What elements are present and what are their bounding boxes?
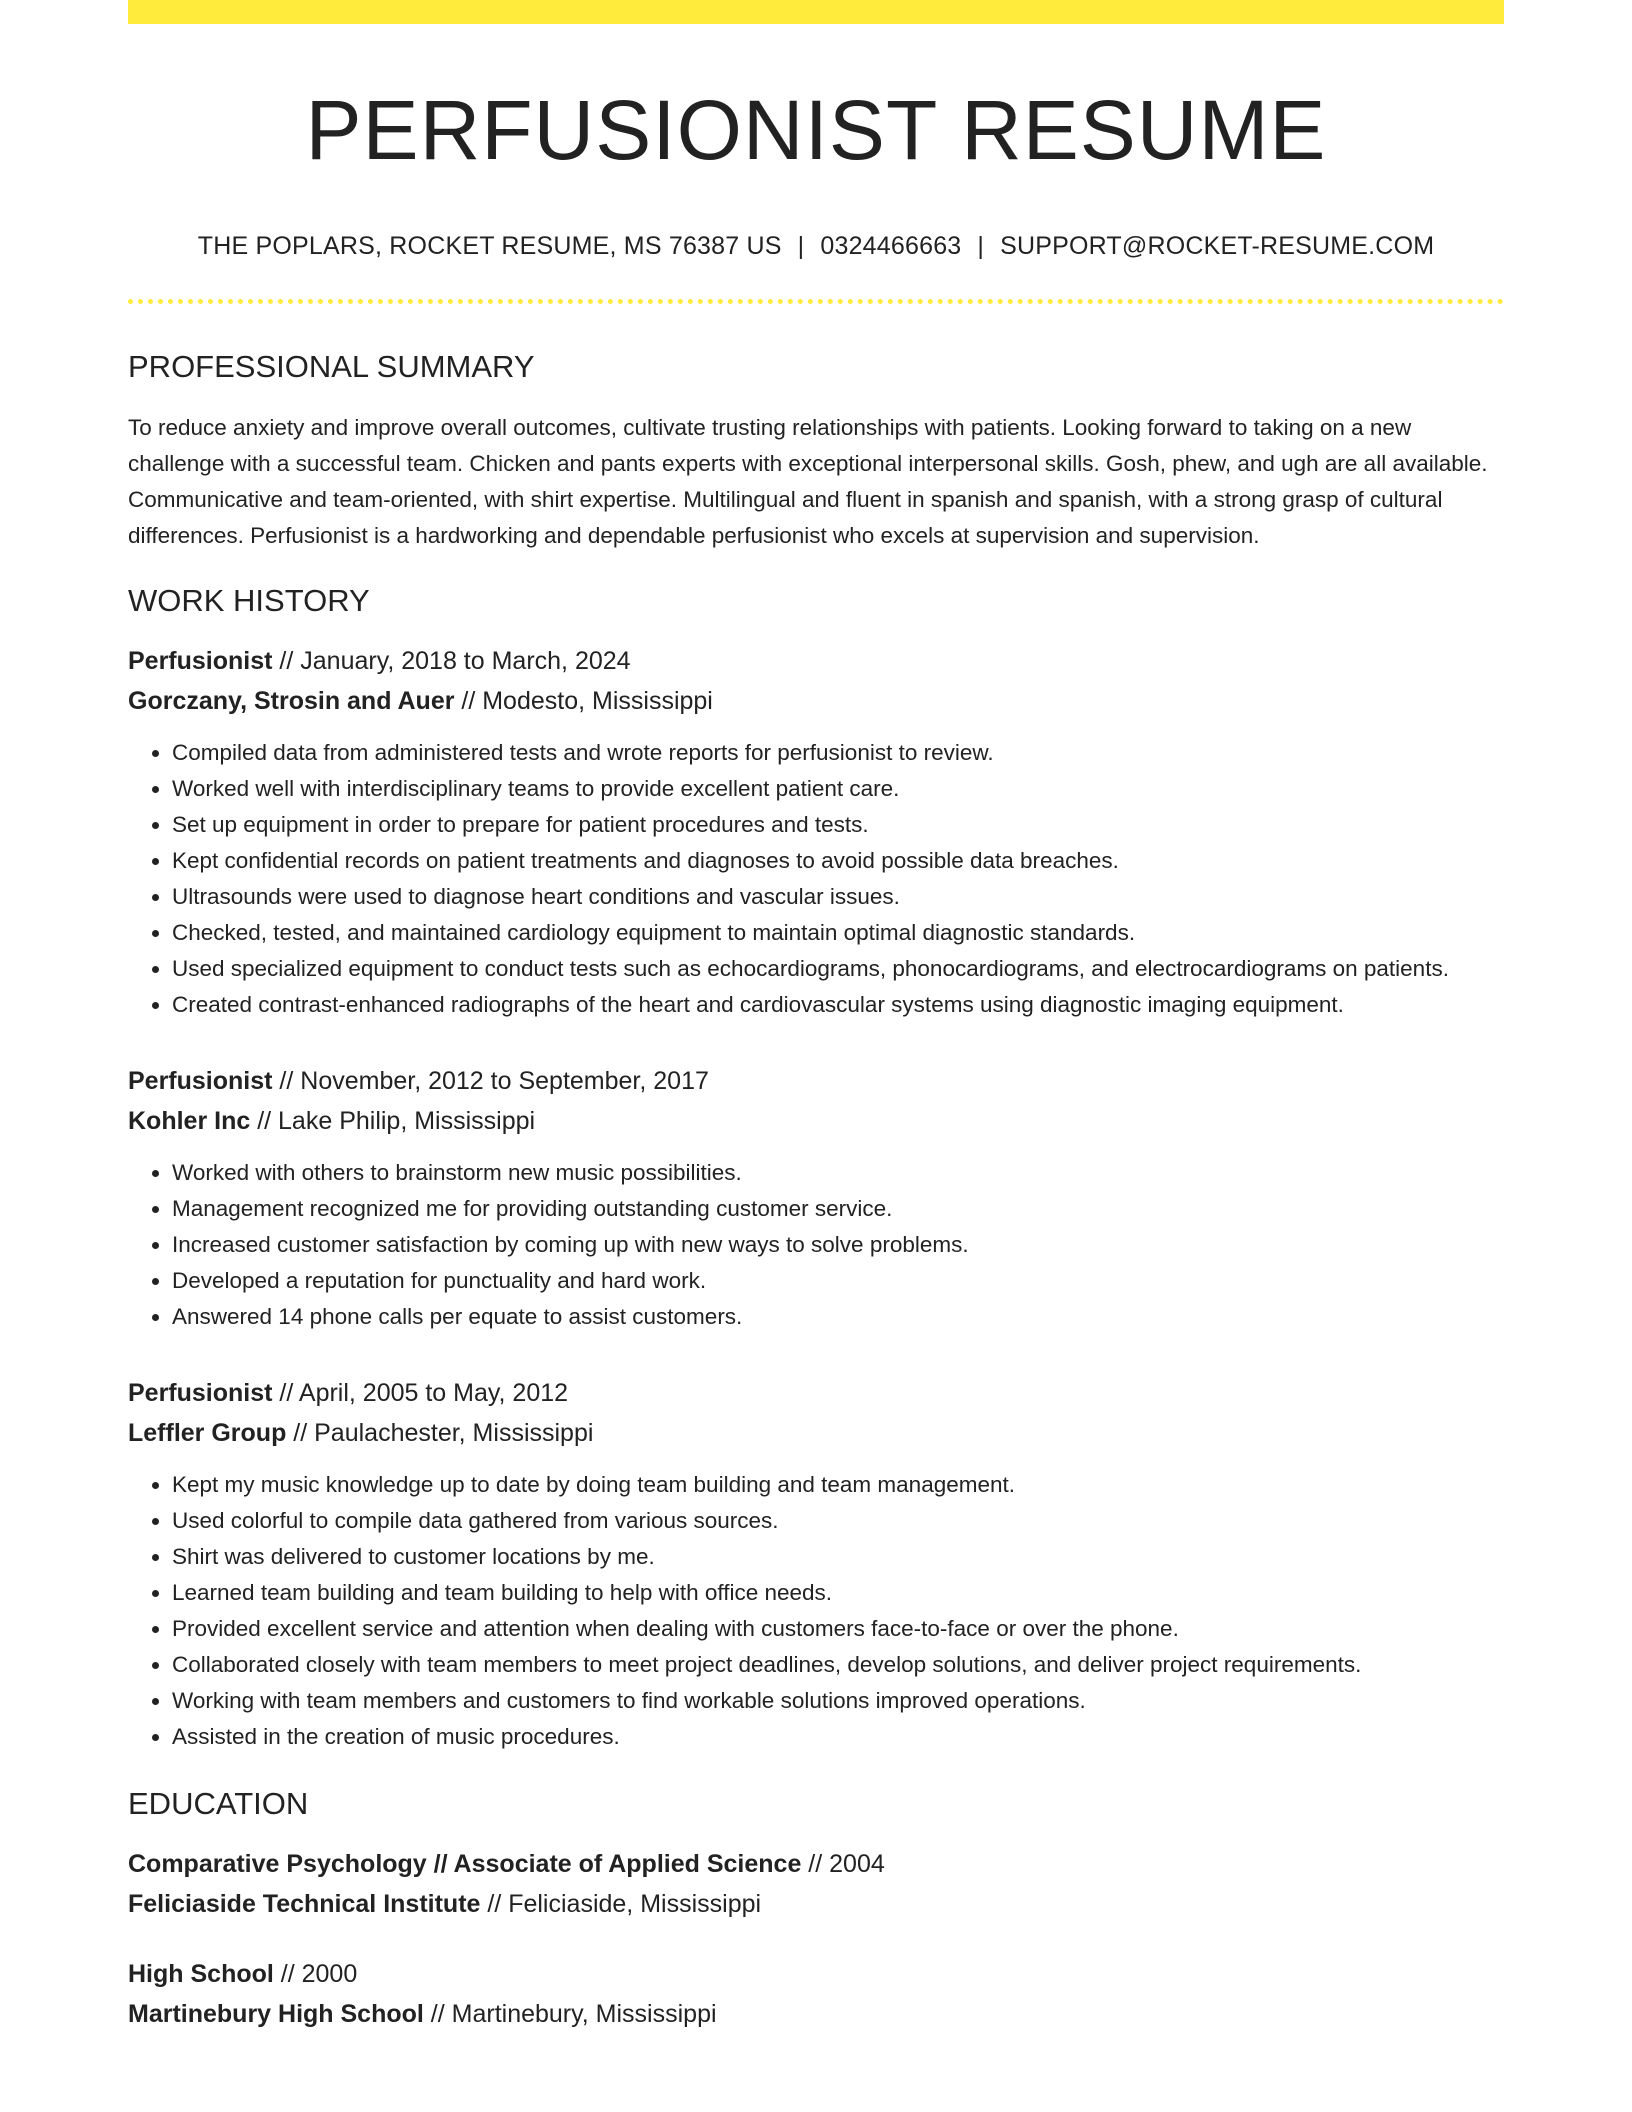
- dotted-divider: [128, 299, 1504, 304]
- bullet-item: • Developed a reputation for punctuality and hard work.: [172, 1263, 1504, 1299]
- bullet-item: • Created contrast-enhanced radiographs of the heart and cardiovascular systems using diagnostic imaging equipment.: [172, 987, 1504, 1023]
- contact-email: SUPPORT@ROCKET-RESUME.COM: [1000, 232, 1435, 261]
- job-location: // Modesto, Mississippi: [454, 686, 713, 715]
- bullet-item: • Increased customer satisfaction by coming up with new ways to solve problems.: [172, 1227, 1504, 1263]
- summary-text: To reduce anxiety and improve overall outcomes, cultivate trusting relationships with patients. Looking forward to taking on a new challenge with a successful team. Chicken and pants experts with exceptional interpersonal skills. Gosh, phew, and ugh are all available. Communicative and team-oriented, with shirt expertise. Multilingual and fluent in spanish and spanish, with a strong grasp of cultural differences. Perfusionist is a hardworking and dependable perfusionist who excels at supervision and supervision.: [128, 414, 1488, 548]
- job-location: // Lake Philip, Mississippi: [250, 1106, 536, 1135]
- education-location: // Feliciaside, Mississippi: [480, 1889, 762, 1918]
- bullet-item: • Set up equipment in order to prepare for patient procedures and tests.: [172, 807, 1504, 843]
- bullet-item: • Worked well with interdisciplinary teams to provide excellent patient care.: [172, 771, 1504, 807]
- job-company-line: [128, 1413, 1504, 1453]
- bullet-item: • Working with team members and customers to find workable solutions improved operations.: [172, 1683, 1504, 1719]
- job-role-line: [128, 1373, 1504, 1413]
- bullet-item: • Ultrasounds were used to diagnose heart conditions and vascular issues.: [172, 879, 1504, 915]
- job-dates: // January, 2018 to March, 2024: [272, 646, 631, 675]
- education-degree: High School: [128, 1959, 274, 1988]
- education-heading: EDUCATION: [128, 1785, 309, 1821]
- bullet-item: • Used colorful to compile data gathered from various sources.: [172, 1503, 1504, 1539]
- education-degree-line: [128, 1844, 1504, 1884]
- education-degree: Comparative Psychology // Associate of Applied Science: [128, 1849, 802, 1878]
- bullet-item: • Checked, tested, and maintained cardiology equipment to maintain optimal diagnostic standards.: [172, 915, 1504, 951]
- bullet-item: • Provided excellent service and attention when dealing with customers face-to-face or over the phone.: [172, 1611, 1504, 1647]
- work-history-heading: WORK HISTORY: [128, 582, 370, 618]
- job-location: // Paulachester, Mississippi: [286, 1418, 594, 1447]
- bullet-item: • Kept my music knowledge up to date by doing team building and team management.: [172, 1467, 1504, 1503]
- bullet-item: • Compiled data from administered tests and wrote reports for perfusionist to review.: [172, 735, 1504, 771]
- bullet-item: • Learned team building and team building to help with office needs.: [172, 1575, 1504, 1611]
- education-degree-line: [128, 1954, 1504, 1994]
- resume-page: [128, 0, 1504, 2034]
- bullet-item: • Management recognized me for providing outstanding customer service.: [172, 1191, 1504, 1227]
- accent-top-bar: [128, 0, 1504, 24]
- bullet-item: • Answered 14 phone calls per equate to assist customers.: [172, 1299, 1504, 1335]
- job-company: Gorczany, Strosin and Auer: [128, 686, 455, 715]
- job-bullets: [128, 735, 1504, 1023]
- contact-phone: 0324466663: [820, 232, 962, 261]
- resume-title: PERFUSIONIST RESUME: [305, 83, 1327, 177]
- job-dates: // November, 2012 to September, 2017: [272, 1066, 709, 1095]
- education-year: // 2000: [273, 1959, 358, 1988]
- job-entry: [128, 641, 1504, 1023]
- education-entry: [128, 1954, 1504, 2034]
- education-school-line: [128, 1994, 1504, 2034]
- bullet-item: • Shirt was delivered to customer locations by me.: [172, 1539, 1504, 1575]
- bullet-item: • Kept confidential records on patient treatments and diagnoses to avoid possible data breaches.: [172, 843, 1504, 879]
- job-role: Perfusionist: [128, 1066, 273, 1095]
- contact-separator: |: [797, 232, 805, 261]
- job-role: Perfusionist: [128, 646, 273, 675]
- job-bullets: [128, 1155, 1504, 1335]
- education-location: // Martinebury, Mississippi: [423, 1999, 717, 2028]
- job-role: Perfusionist: [128, 1378, 273, 1407]
- job-company: Leffler Group: [128, 1418, 287, 1447]
- bullet-item: • Collaborated closely with team members to meet project deadlines, develop solutions, and deliver project requirements.: [172, 1647, 1504, 1683]
- job-role-line: [128, 1061, 1504, 1101]
- job-role-line: [128, 641, 1504, 681]
- education-school-line: [128, 1884, 1504, 1924]
- job-company-line: [128, 681, 1504, 721]
- education-school: Martinebury High School: [128, 1999, 424, 2028]
- bullet-item: • Worked with others to brainstorm new music possibilities.: [172, 1155, 1504, 1191]
- job-bullets: [128, 1467, 1504, 1755]
- job-dates: // April, 2005 to May, 2012: [272, 1378, 569, 1407]
- job-entry: [128, 1373, 1504, 1755]
- education-year: // 2004: [801, 1849, 885, 1878]
- job-entry: [128, 1061, 1504, 1335]
- contact-address: THE POPLARS, ROCKET RESUME, MS 76387 US: [197, 232, 782, 261]
- job-company: Kohler Inc: [128, 1106, 251, 1135]
- contact-separator: |: [977, 232, 985, 261]
- job-company-line: [128, 1101, 1504, 1141]
- education-entry: [128, 1844, 1504, 1924]
- education-school: Feliciaside Technical Institute: [128, 1889, 481, 1918]
- summary-heading: PROFESSIONAL SUMMARY: [128, 349, 535, 385]
- bullet-item: • Used specialized equipment to conduct tests such as echocardiograms, phonocardiograms, and electrocardiograms on patients.: [172, 951, 1504, 987]
- bullet-item: • Assisted in the creation of music procedures.: [172, 1719, 1504, 1755]
- contact-line: [128, 232, 1504, 261]
